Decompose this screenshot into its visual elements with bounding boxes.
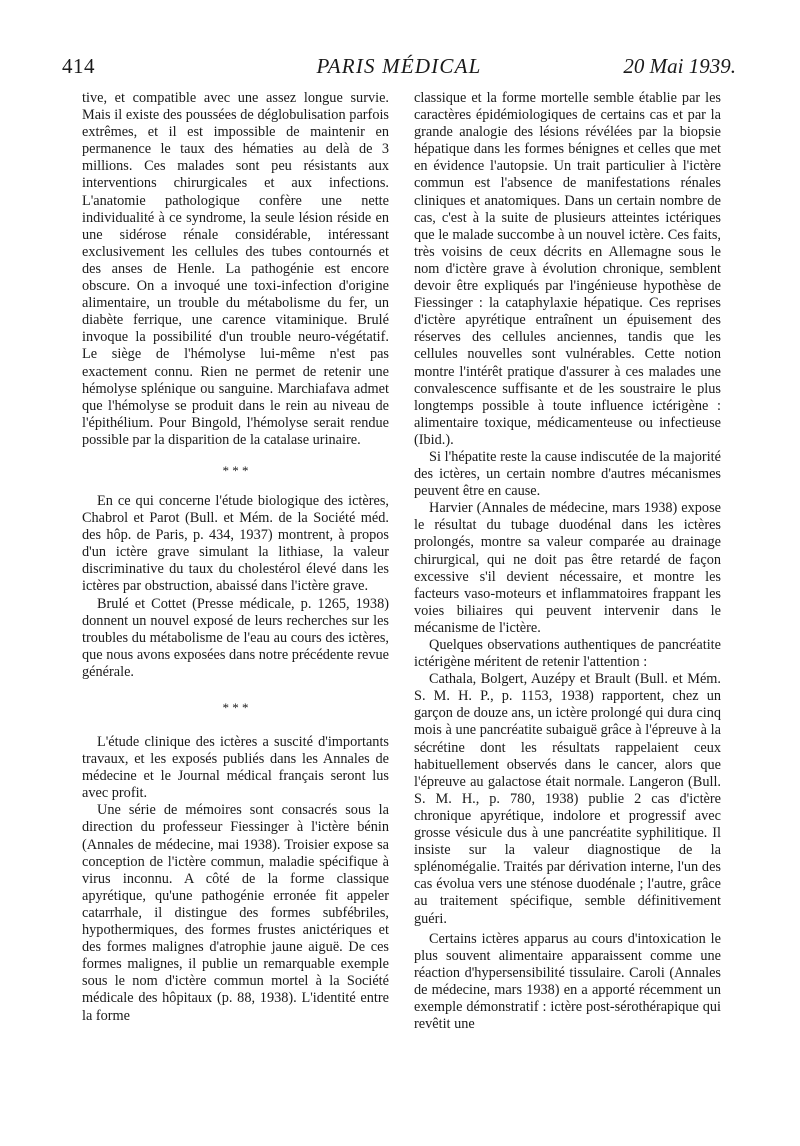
page-header (62, 54, 736, 88)
paragraph: Une série de mémoires sont consacrés sous la direction du professeur Fiessinger à l'ictère bénin (Annales de médecine, mai 1938). Troisier expose sa conception de l'ictère commun, maladie spécifique à virus inconnu. A côté de la forme classique apyrétique, qu'une pathogénie erronée fit appeler catarrhale, il distingue des formes subfébriles, hypothermiques, des formes frustes anictériques et des formes malignes d'atrophie jaune aiguë. De ces formes malignes, il publie un remarquable exemple sous le nom d'ictère commun mortel à la Société médicale des hôpitaux (p. 88, 1938). L'identité entre la forme (82, 802, 389, 1024)
issue-date: 20 Mai 1939. (623, 54, 736, 78)
paragraph: tive, et compatible avec une assez longue survie. Mais il existe des poussées de déglobulisation parfois extrêmes, et il est impossible de maintenir en permanence le taux des hématies au delà de 3 millions. Ces malades sont peu résistants aux interventions chirurgicales et aux infections. L'anatomie pathologique confère une nette individualité à ce syndrome, la seule lésion réside en une sidérose rénale considérable, intéressant exclusivement les cellules des tubes contournés et des anses de Henle. La pathogénie est encore obscure. On a invoqué une toxi-infection d'origine alimentaire, un trouble du métabolisme du fer, un diabète ferrique, une carence vitaminique. Brulé invoque la possibilité d'un trouble neuro-végétatif. Le siège de l'hémolyse lui-même n'est pas exactement connu. Rien ne permet de retenir une hémolyse splénique ou sanguine. Marchiafava admet que l'hémolyse se produit dans le rein au niveau de l'épithélium. Pour Bingold, l'hémolyse serait rendue possible par la disparition de la catalase urinaire. (82, 90, 389, 448)
section-asterism: * * * (222, 700, 249, 715)
paragraph: En ce qui concerne l'étude biologique des ictères, Chabrol et Parot (Bull. et Mém. de la Société méd. des hôp. de Paris, p. 434, 1937) montrent, à propos d'un ictère grave simulant la lithiase, la valeur discriminative du taux du cholestérol élevé dans les ictères par obstruction, abaissé dans l'ictère grave. (82, 492, 389, 595)
page-number: 414 (62, 54, 95, 78)
right-column (414, 90, 721, 1033)
paragraph: classique et la forme mortelle semble établie par les caractères épidémiologiques de certains cas et par la grande analogie des lésions révélées par la biopsie hépatique dans les formes bénignes et celles que met en évidence l'autopsie. Un trait particulier à l'ictère commun est l'absence de manifestations rénales cliniques et anatomiques. Dans un certain nombre de cas, c'est à la suite de plusieurs atteintes ictériques que le malade succombe à un nouvel ictère. Ces faits, très voisins de ceux décrits en Allemagne sous le nom d'ictère grave à évolution chronique, semblent devoir être expliqués par l'ingénieuse hypothèse de Fiessinger : la cataphylaxie hépatique. Ces reprises d'ictère apyrétique entraînent un épuisement des réserves des cellules anciennes, tandis que les cellules nouvelles sont vulnérables. Cette notion montre l'intérêt pratique d'assurer à ces malades une convalescence suffisante et de les soustraire le plus longtemps possible à toute influence ictérigène : alimentaire toxique, médicamenteuse ou infectieuse (Ibid.). (414, 90, 721, 448)
section-asterism: * * * (222, 462, 249, 478)
paragraph: Brulé et Cottet (Presse médicale, p. 1265, 1938) donnent un nouvel exposé de leurs recherches sur les troubles du métabolisme de l'eau au cours des ictères, que nous avons exposées dans notre précédente revue générale. (82, 595, 389, 680)
paragraph: Certains ictères apparus au cours d'intoxication le plus souvent alimentaire apparaissent comme une réaction d'hypersensibilité tissulaire. Caroli (Annales de médecine, mars 1938) en a apporté récemment un exemple démonstratif : ictère post-sérothérapique qui revêtit une (414, 930, 721, 1033)
paragraph: Quelques observations authentiques de pancréatite ictérigène méritent de retenir l'attention : (414, 637, 721, 671)
journal-title: PARIS MÉDICAL (316, 54, 482, 78)
paragraph: Si l'hépatite reste la cause indiscutée de la majorité des ictères, un certain nombre d'autres mécanismes peuvent être en cause. (414, 448, 721, 500)
paragraph: Harvier (Annales de médecine, mars 1938) expose le résultat du tubage duodénal dans les ictères prolongés, montre sa valeur comparée au drainage chirurgical, qui ne doit pas être retardé de façon excessive s'il devient nécessaire, et montre les facteurs vaso-moteurs et inflammatoires frappant les voies biliaires qui peuvent intervenir dans le mécanisme de l'ictère. (414, 500, 721, 636)
left-column (82, 90, 389, 1025)
paragraph: L'étude clinique des ictères a suscité d'importants travaux, et les exposés publiés dans les Annales de médecine et le Journal médical français seront lus avec profit. (82, 734, 389, 802)
paragraph: Cathala, Bolgert, Auzépy et Brault (Bull. et Mém. S. M. H. P., p. 1153, 1938) rapportent, chez un garçon de douze ans, un ictère prolongé qui dura cinq mois à une pancréatite subaiguë grâce à l'épreuve à la sécrétine dont les résultats rappelaient ceux habituellement observés dans le cancer, alors que l'épreuve au galactose était normale. Langeron (Bull. S. M. H., p. 780, 1938) publie 2 cas d'ictère chronique apyrétique, indolore et progressif avec grosse vésicule dus à une pancréatite syphilitique. Il insiste sur la valeur diagnostique de la splénomégalie. Traités par dérivation interne, l'un des cas évolua vers une sténose duodénale ; l'autre, grâce au traitement spécifique, semble définitivement guéri. (414, 671, 721, 927)
